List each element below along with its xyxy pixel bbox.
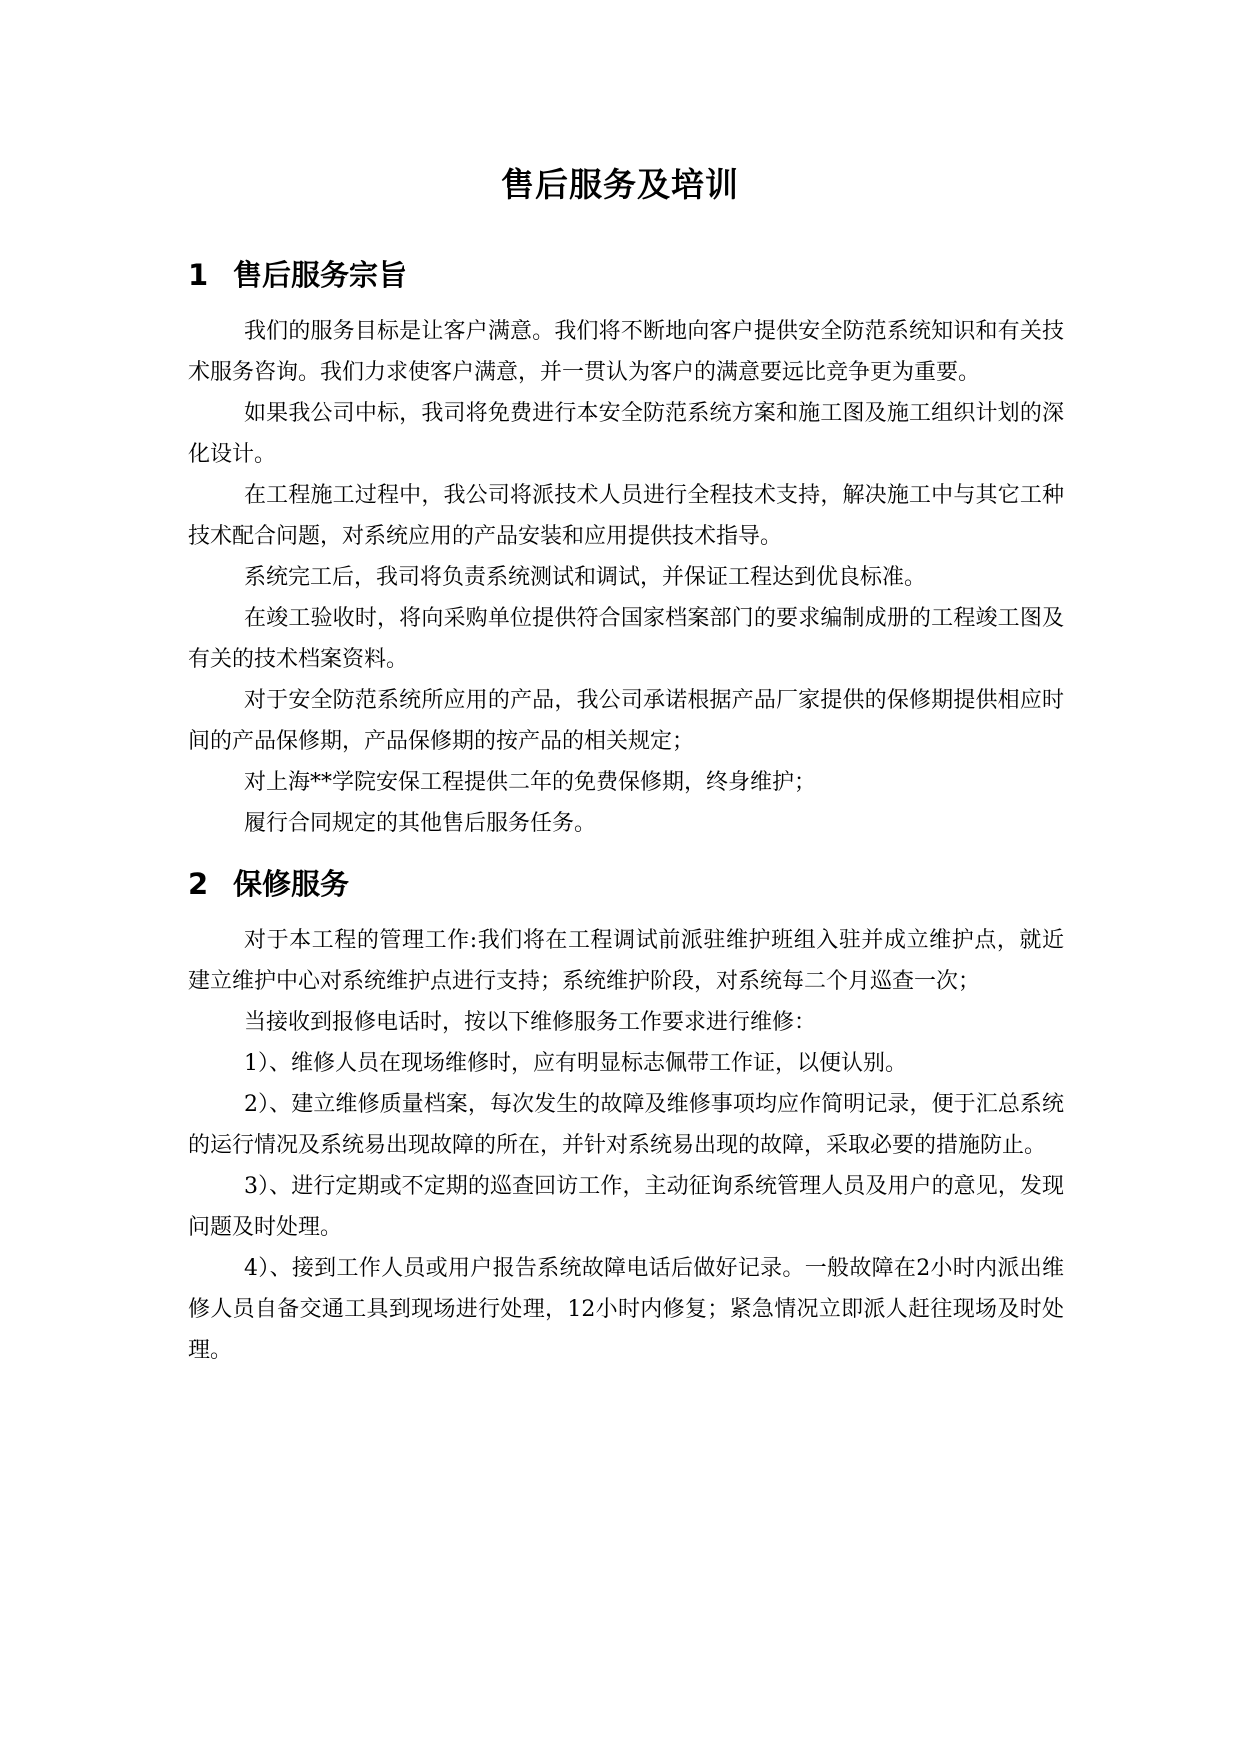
paragraph: 在工程施工过程中，我公司将派技术人员进行全程技术支持，解决施工中与其它工种技术配合问题，对系统应用的产品安装和应用提供技术指导。 (188, 483, 1064, 549)
list-item: 3）、进行定期或不定期的巡查回访工作，主动征询系统管理人员及用户的意见，发现问题及时处理。 (188, 1174, 1064, 1240)
section-heading-text: 售后服务宗旨 (233, 258, 408, 292)
section-heading (188, 864, 1068, 904)
paragraph: 如果我公司中标，我司将免费进行本安全防范系统方案和施工图及施工组织计划的深化设计。 (188, 401, 1064, 467)
paragraph: 我们的服务目标是让客户满意。我们将不断地向客户提供安全防范系统知识和有关技术服务咨询。我们力求使客户满意，并一贯认为客户的满意要远比竞争更为重要。 (188, 319, 1064, 385)
section-number: 1 (188, 258, 209, 292)
list-item: 2）、建立维修质量档案，每次发生的故障及维修事项均应作简明记录，便于汇总系统的运行情况及系统易出现故障的所在，并针对系统易出现的故障，采取必要的措施防止。 (188, 1092, 1064, 1158)
paragraph: 履行合同规定的其他售后服务任务。 (244, 811, 597, 836)
section-heading-text: 保修服务 (233, 867, 350, 901)
paragraph: 当接收到报修电话时，按以下维修服务工作要求进行维修： (244, 1010, 817, 1035)
paragraph: 对上海**学院安保工程提供二年的免费保修期，终身维护； (244, 770, 817, 795)
section-1-heading-block (188, 255, 1068, 295)
list-item: 4）、接到工作人员或用户报告系统故障电话后做好记录。一般故障在2小时内派出维修人员自备交通工具到现场进行处理，12小时内修复；紧急情况立即派人赶往现场及时处理。 (188, 1256, 1064, 1363)
paragraph: 对于安全防范系统所应用的产品，我公司承诺根据产品厂家提供的保修期提供相应时间的产品保修期，产品保修期的按产品的相关规定； (188, 688, 1064, 754)
paragraph: 对于本工程的管理工作:我们将在工程调试前派驻维护班组入驻并成立维护点，就近建立维护中心对系统维护点进行支持；系统维护阶段，对系统每二个月巡查一次； (188, 928, 1064, 994)
list-item: 1）、维修人员在现场维修时，应有明显标志佩带工作证，以便认别。 (244, 1051, 907, 1076)
paragraph: 在竣工验收时，将向采购单位提供符合国家档案部门的要求编制成册的工程竣工图及有关的技术档案资料。 (188, 606, 1064, 672)
section-number: 2 (188, 867, 209, 901)
paragraph: 系统完工后，我司将负责系统测试和调试，并保证工程达到优良标准。 (244, 565, 927, 590)
section-heading (188, 255, 1068, 295)
section-1-body (188, 311, 1064, 844)
section-2-body (188, 920, 1064, 1371)
document-title: 售后服务及培训 (501, 165, 739, 204)
section-2-heading-block (188, 864, 1068, 904)
